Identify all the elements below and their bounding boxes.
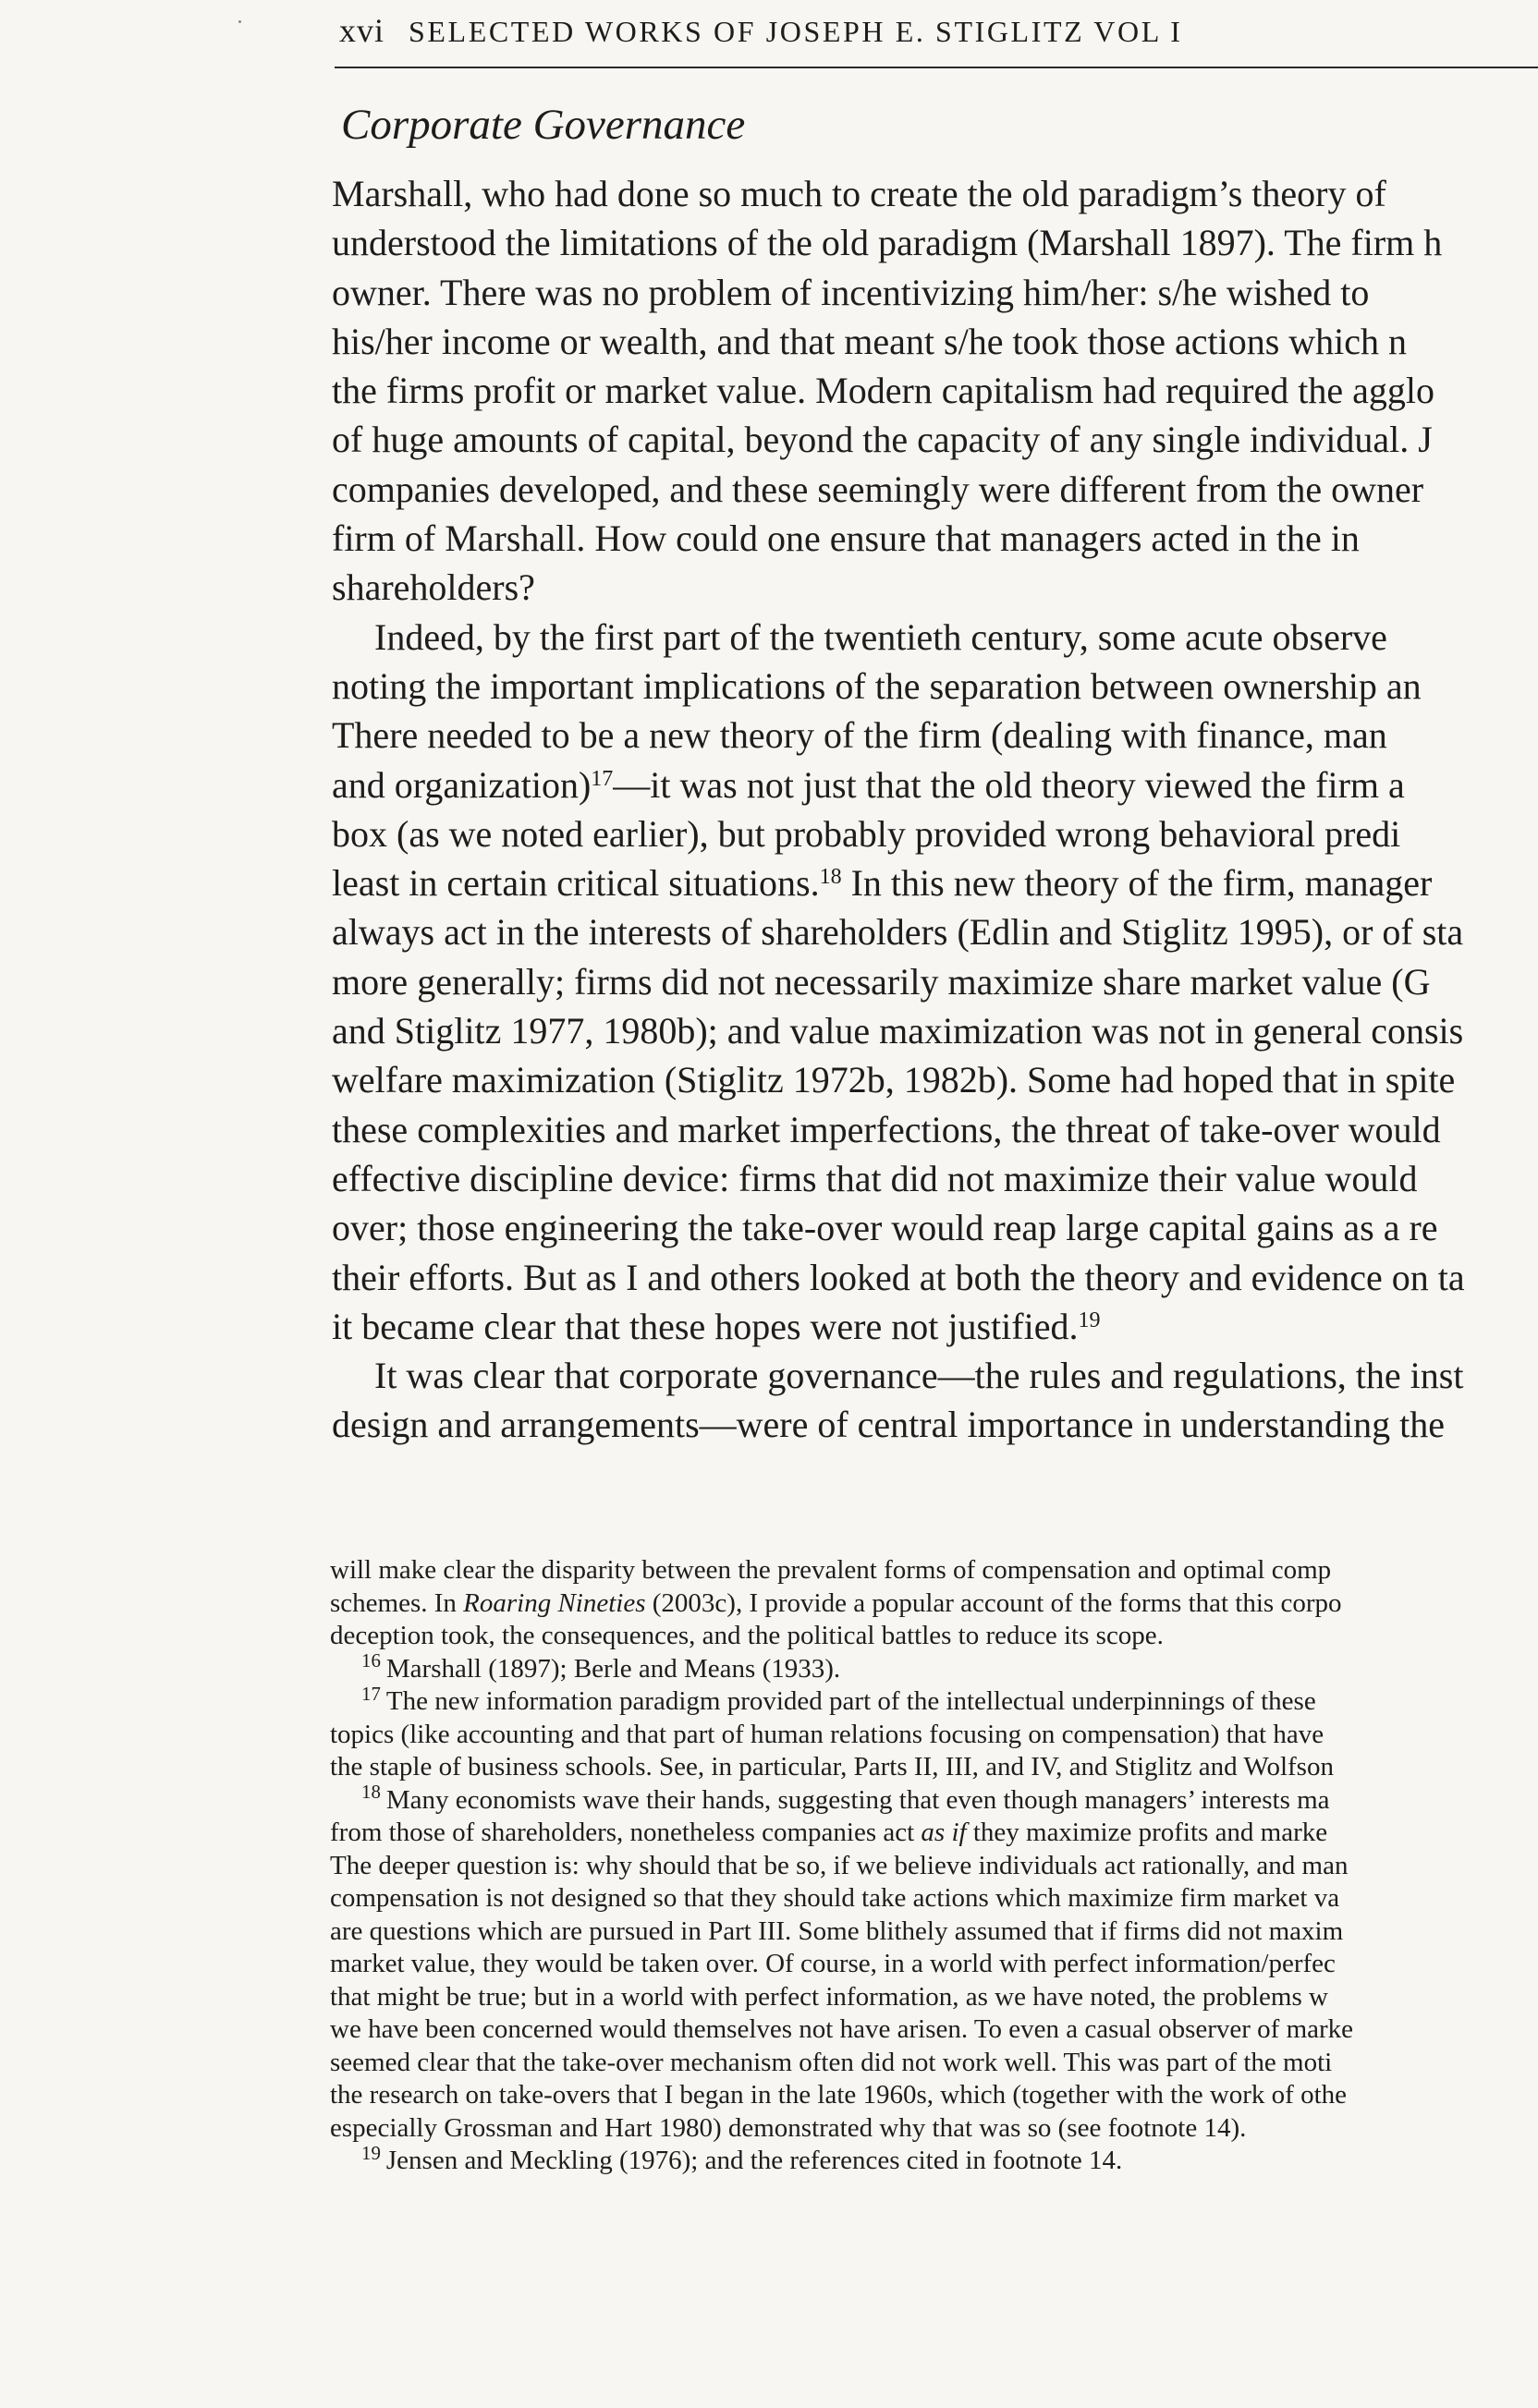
footnote-line (330, 2141, 1538, 2178)
body-line (332, 613, 1538, 662)
body-text-segment: more generally; firms did not necessarily maximize share market value (G (332, 960, 1431, 1003)
body-line (332, 366, 1538, 415)
body-text-segment: firm of Marshall. How could one ensure that managers acted in the in (332, 517, 1360, 560)
footnote-line (330, 1915, 1538, 1949)
body-line (332, 1055, 1538, 1104)
footnote-line (330, 1649, 1538, 1686)
header-rule (335, 67, 1538, 68)
body-text-segment: owner. There was no problem of incentivizing him/her: s/he wished to (332, 271, 1370, 313)
body-text-segment: In this new theory of the firm, manager (841, 862, 1433, 905)
footnote-number: 19 (361, 2141, 381, 2164)
footnote-text: especially Grossman and Hart 1980) demonstrated why that was so (see footnote 14). (330, 2112, 1247, 2143)
footnote-ref: 18 (819, 864, 842, 889)
footnote-line (330, 1719, 1538, 1752)
footnote-text: (2003c), I provide a popular account of the forms that this corpo (645, 1587, 1342, 1618)
body-line (332, 858, 1538, 907)
footnote-text: deception took, the consequences, and the political battles to reduce its scope. (330, 1621, 1164, 1650)
footnote-text: from those of shareholders, nonetheless companies act (330, 1818, 922, 1847)
footnote-line (330, 2079, 1538, 2112)
body-text-segment: it became clear that these hopes were not justified. (332, 1305, 1079, 1347)
footnote-number: 17 (361, 1682, 381, 1705)
footnote-text: Jensen and Meckling (1976); and the references cited in footnote 14. (385, 2146, 1123, 2175)
footnote-ref: 19 (1078, 1307, 1101, 1332)
body-text-segment: welfare maximization (Stiglitz 1972b, 1982b). Some had hoped that in spite (332, 1059, 1456, 1101)
footnote-italic: as if (921, 1818, 967, 1847)
body-line (332, 1253, 1538, 1302)
body-line (332, 465, 1538, 514)
footnote-line (330, 1554, 1538, 1587)
body-text-segment: Marshall, who had done so much to create the old paradigm’s theory of (332, 173, 1386, 214)
body-text-segment: —it was not just that the old theory viewed the firm a (613, 763, 1405, 806)
body-line (332, 1154, 1538, 1203)
body-line (332, 1302, 1538, 1351)
body-text-segment: box (as we noted earlier), but probably provided wrong behavioral predi (332, 812, 1401, 855)
body-line (332, 957, 1538, 1006)
footnote-line (330, 1751, 1538, 1784)
body-line (332, 711, 1538, 760)
footnote-text: the research on take-overs that I began in the late 1960s, which (together with the work of othe (330, 2080, 1348, 2110)
footnote-line (330, 1781, 1538, 1818)
footnote-italic: Roaring Nineties (463, 1587, 646, 1618)
body-text-segment: over; those engineering the take-over would reap large capital gains as a re (332, 1207, 1438, 1249)
body-text-segment: effective discipline device: firms that did not maximize their value would (332, 1157, 1418, 1199)
footnote-text: the staple of business schools. See, in particular, Parts II, III, and IV, and Stiglitz and Wolfson (330, 1752, 1334, 1782)
body-text-segment: least in certain critical situations. (332, 862, 820, 905)
body-line (332, 1400, 1538, 1449)
footnote-line (330, 2047, 1538, 2080)
footnote-line (330, 2013, 1538, 2047)
footnote-line (330, 1948, 1538, 1981)
footnote-text: that might be true; but in a world with perfect information, as we have noted, the problems w (330, 1981, 1328, 2012)
footnote-line (330, 1981, 1538, 2014)
body-text-segment: always act in the interests of shareholders (Edlin and Stiglitz 1995), or of sta (332, 911, 1464, 954)
body-text-segment: It was clear that corporate governance—the rules and regulations, the inst (374, 1355, 1464, 1397)
body-line (332, 907, 1538, 956)
body-text-segment: noting the important implications of the separation between ownership an (332, 664, 1422, 707)
body-line (332, 415, 1538, 464)
body-line (332, 662, 1538, 711)
footnote-line (330, 1850, 1538, 1883)
footnote-line (330, 1587, 1538, 1621)
body-line (332, 1105, 1538, 1154)
body-line (332, 1006, 1538, 1055)
page-number: xvi (339, 12, 385, 49)
section-title: Corporate Governance (341, 101, 746, 149)
body-text-segment: the firms profit or market value. Modern capitalism had required the agglo (332, 370, 1434, 412)
running-head (339, 11, 1183, 50)
footnote-text: seemed clear that the take-over mechanism often did not work well. This was part of the moti (330, 2047, 1333, 2077)
footnote-number: 18 (361, 1781, 381, 1804)
footnote-text: The new information paradigm provided part of the intellectual underpinnings of these (385, 1686, 1316, 1716)
body-text-segment: these complexities and market imperfections, the threat of take-over would (332, 1108, 1441, 1150)
footnote-line (330, 1620, 1538, 1653)
body-line (332, 169, 1538, 218)
body-line (332, 809, 1538, 858)
body-line (332, 317, 1538, 366)
scan-speck (238, 20, 241, 23)
footnote-ref: 17 (591, 766, 614, 791)
footnote-line (330, 1882, 1538, 1915)
body-text-segment: Indeed, by the first part of the twentieth century, some acute observe (374, 615, 1387, 658)
body-text-segment: his/her income or wealth, and that meant s/he took those actions which n (332, 320, 1408, 362)
body-line (332, 1351, 1538, 1400)
footnote-text: Marshall (1897); Berle and Means (1933). (385, 1653, 841, 1684)
body-line (332, 760, 1538, 809)
body-text-segment: and Stiglitz 1977, 1980b); and value maximization was not in general consis (332, 1010, 1464, 1052)
footnote-number: 16 (361, 1649, 381, 1672)
footnotes (330, 1554, 1538, 2178)
footnote-text: Many economists wave their hands, suggesting that even though managers’ interests ma (385, 1784, 1330, 1815)
body-line (332, 268, 1538, 317)
body-text-segment: companies developed, and these seemingly were different from the owner (332, 468, 1424, 510)
footnote-text: compensation is not designed so that they should take actions which maximize firm market va (330, 1883, 1340, 1913)
footnote-text: they maximize profits and marke (966, 1818, 1328, 1847)
footnote-text: The deeper question is: why should that be so, if we believe individuals act rationally, and man (330, 1850, 1349, 1880)
body-text-segment: understood the limitations of the old paradigm (Marshall 1897). The firm h (332, 222, 1443, 264)
body-text (332, 169, 1538, 1450)
body-text-segment: and organization) (332, 763, 592, 806)
footnote-text: schemes. In (330, 1587, 464, 1618)
running-head-title: SELECTED WORKS OF JOSEPH E. STIGLITZ VOL I (409, 15, 1183, 48)
footnote-text: are questions which are pursued in Part III. Some blithely assumed that if firms did not maxim (330, 1915, 1344, 1946)
footnote-line (330, 1682, 1538, 1719)
body-line (332, 1203, 1538, 1252)
footnote-text: will make clear the disparity between the prevalent forms of compensation and optimal comp (330, 1555, 1332, 1585)
footnote-text: we have been concerned would themselves not have arisen. To even a casual observer of marke (330, 2014, 1354, 2044)
body-text-segment: of huge amounts of capital, beyond the capacity of any single individual. J (332, 419, 1433, 461)
body-text-segment: their efforts. But as I and others looked at both the theory and evidence on ta (332, 1256, 1465, 1298)
body-line (332, 218, 1538, 267)
body-line (332, 563, 1538, 612)
footnote-text: topics (like accounting and that part of human relations focusing on compensation) that have (330, 1719, 1324, 1749)
body-line (332, 514, 1538, 563)
body-text-segment: shareholders? (332, 566, 535, 609)
body-text-segment: design and arrangements—were of central importance in understanding the (332, 1404, 1446, 1446)
footnote-line (330, 2112, 1538, 2146)
footnote-text: market value, they would be taken over. Of course, in a world with perfect information/perfec (330, 1949, 1336, 1978)
body-text-segment: There needed to be a new theory of the firm (dealing with finance, man (332, 714, 1387, 757)
footnote-line (330, 1817, 1538, 1850)
